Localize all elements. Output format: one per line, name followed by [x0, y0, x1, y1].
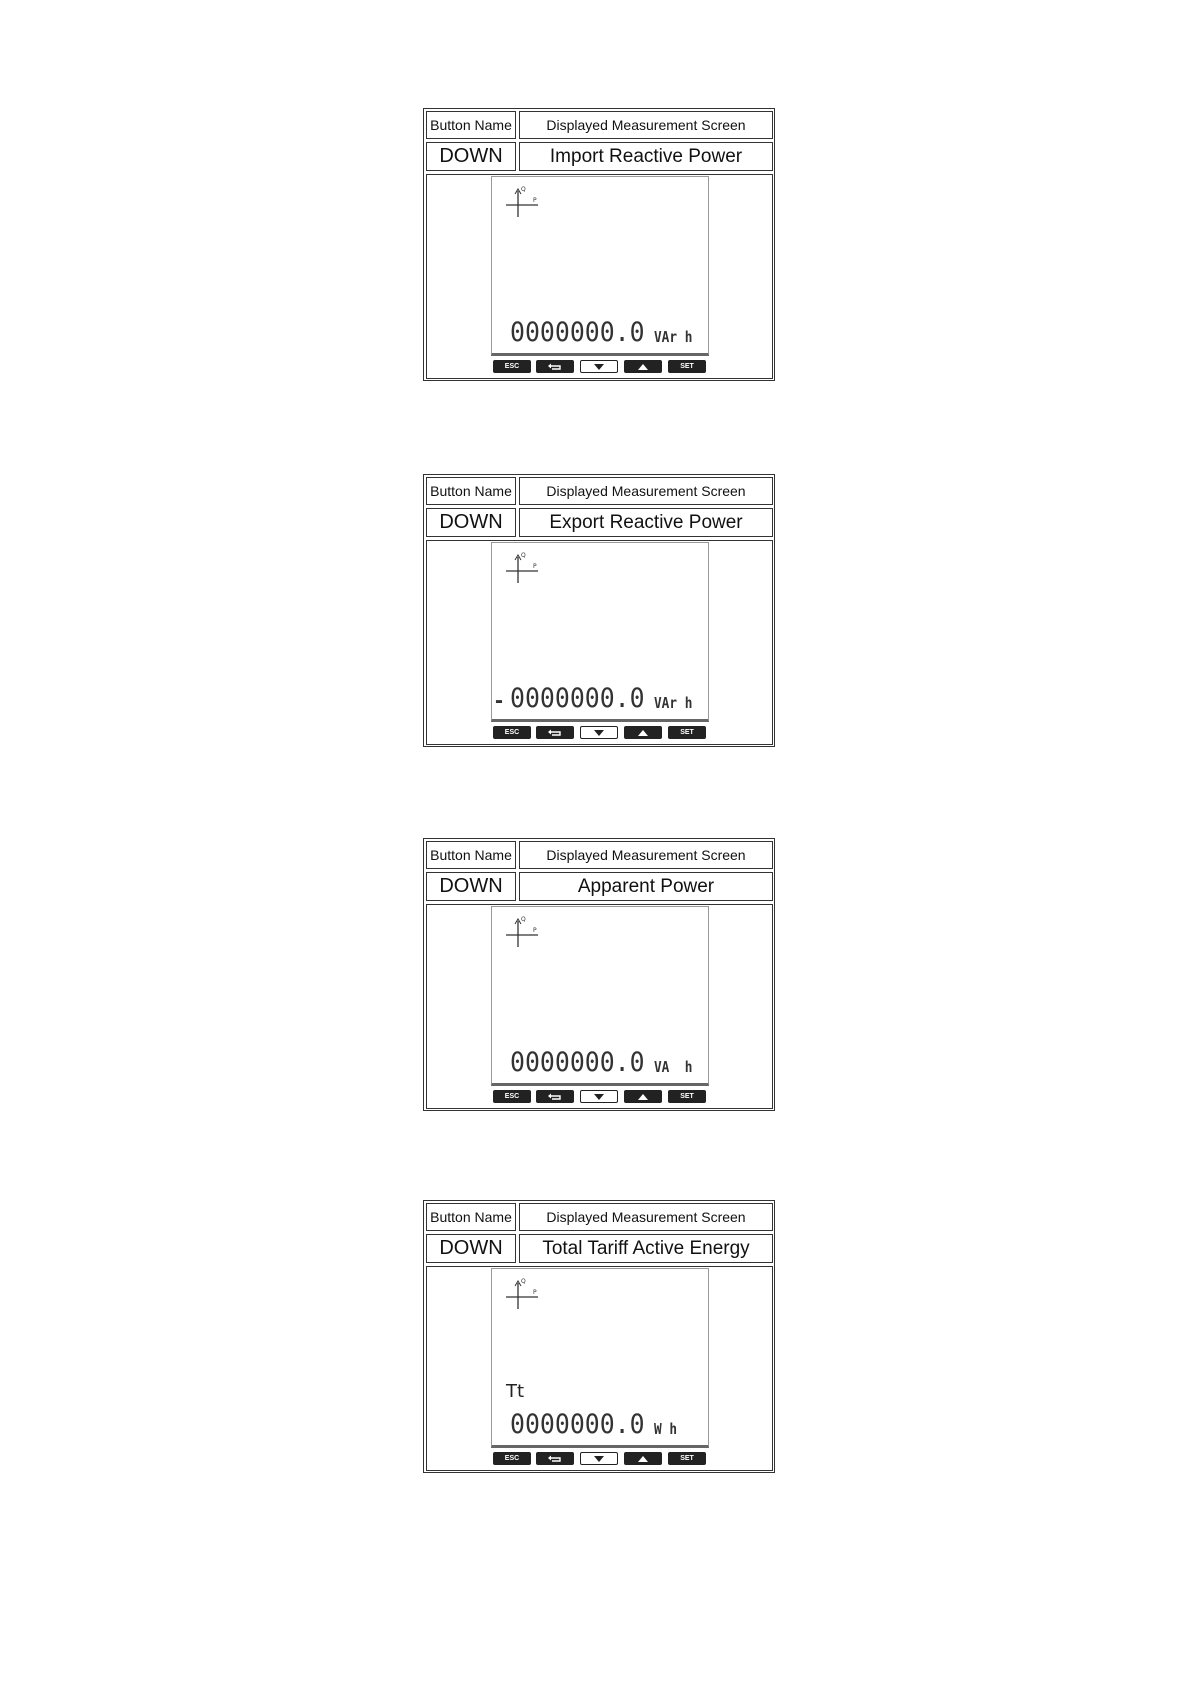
header-button-name: Button Name [426, 841, 516, 869]
down-key[interactable] [580, 360, 618, 373]
button-name: DOWN [426, 872, 516, 901]
keypad [491, 1452, 709, 1466]
sign-indicator: - [495, 687, 503, 714]
lcd-reading: 0000000.0 [510, 1409, 645, 1440]
axis-p-label: P [533, 1289, 537, 1296]
set-key[interactable]: SET [668, 726, 706, 739]
up-key[interactable] [624, 1090, 662, 1103]
down-triangle-icon [593, 729, 605, 737]
return-arrow-icon [547, 1454, 563, 1463]
lcd-reading: 0000000.0 [510, 1047, 645, 1078]
down-triangle-icon [593, 1093, 605, 1101]
esc-key[interactable]: ESC [493, 726, 531, 739]
header-button-name: Button Name [426, 111, 516, 139]
return-arrow-icon [547, 1092, 563, 1101]
return-key[interactable] [536, 360, 574, 373]
axis-p-label: P [533, 927, 537, 934]
lcd-unit: VAr h [654, 328, 693, 346]
button-name: DOWN [426, 1234, 516, 1263]
keypad [491, 360, 709, 374]
lcd-reading: 0000000.0 [510, 317, 645, 348]
axis-q-label: Q [521, 916, 526, 923]
lcd-image-cell [426, 904, 773, 1109]
lcd-unit: VA h [654, 1058, 693, 1076]
set-key[interactable]: SET [668, 1090, 706, 1103]
lcd-image-cell [426, 174, 773, 379]
lcd-image-cell [426, 540, 773, 745]
header-displayed-screen: Displayed Measurement Screen [519, 1203, 773, 1231]
up-triangle-icon [637, 729, 649, 737]
lcd-image-cell [426, 1266, 773, 1471]
button-name: DOWN [426, 142, 516, 171]
pq-axis-icon [504, 183, 540, 219]
down-key[interactable] [580, 1090, 618, 1103]
axis-q-label: Q [521, 1278, 526, 1285]
screen-name: Total Tariff Active Energy [519, 1234, 773, 1263]
lcd-display [491, 906, 709, 1086]
pq-axis-icon [504, 1275, 540, 1311]
return-arrow-icon [547, 728, 563, 737]
return-arrow-icon [547, 362, 563, 371]
axis-p-label: P [533, 563, 537, 570]
panel-import-reactive [423, 108, 775, 381]
button-name: DOWN [426, 508, 516, 537]
lcd-reading-row [494, 1409, 706, 1439]
axis-p-label: P [533, 197, 537, 204]
header-button-name: Button Name [426, 1203, 516, 1231]
lcd-unit: W h [654, 1420, 678, 1438]
screen-name: Export Reactive Power [519, 508, 773, 537]
lcd-reading-row [494, 683, 706, 713]
header-displayed-screen: Displayed Measurement Screen [519, 477, 773, 505]
return-key[interactable] [536, 1452, 574, 1465]
panel-apparent-power [423, 838, 775, 1111]
lcd-reading-row [494, 317, 706, 347]
pq-axis-icon [504, 913, 540, 949]
header-displayed-screen: Displayed Measurement Screen [519, 841, 773, 869]
lcd-display [491, 1268, 709, 1448]
keypad [491, 1090, 709, 1104]
esc-key[interactable]: ESC [493, 1090, 531, 1103]
return-key[interactable] [536, 726, 574, 739]
lcd-display [491, 176, 709, 356]
up-triangle-icon [637, 363, 649, 371]
down-key[interactable] [580, 726, 618, 739]
panel-export-reactive [423, 474, 775, 747]
lcd-reading-row [494, 1047, 706, 1077]
header-button-name: Button Name [426, 477, 516, 505]
pq-axis-icon [504, 549, 540, 585]
down-triangle-icon [593, 1455, 605, 1463]
up-key[interactable] [624, 1452, 662, 1465]
lcd-reading: 0000000.0 [510, 683, 645, 714]
return-key[interactable] [536, 1090, 574, 1103]
screen-name: Import Reactive Power [519, 142, 773, 171]
up-triangle-icon [637, 1093, 649, 1101]
up-key[interactable] [624, 360, 662, 373]
set-key[interactable]: SET [668, 360, 706, 373]
axis-q-label: Q [521, 186, 526, 193]
panel-total-tariff-active-energy [423, 1200, 775, 1473]
up-triangle-icon [637, 1455, 649, 1463]
set-key[interactable]: SET [668, 1452, 706, 1465]
lcd-display [491, 542, 709, 722]
up-key[interactable] [624, 726, 662, 739]
keypad [491, 726, 709, 740]
axis-q-label: Q [521, 552, 526, 559]
esc-key[interactable]: ESC [493, 1452, 531, 1465]
header-displayed-screen: Displayed Measurement Screen [519, 111, 773, 139]
down-key[interactable] [580, 1452, 618, 1465]
lcd-unit: VAr h [654, 694, 693, 712]
down-triangle-icon [593, 363, 605, 371]
screen-name: Apparent Power [519, 872, 773, 901]
esc-key[interactable]: ESC [493, 360, 531, 373]
tariff-label: Tt [506, 1381, 525, 1402]
